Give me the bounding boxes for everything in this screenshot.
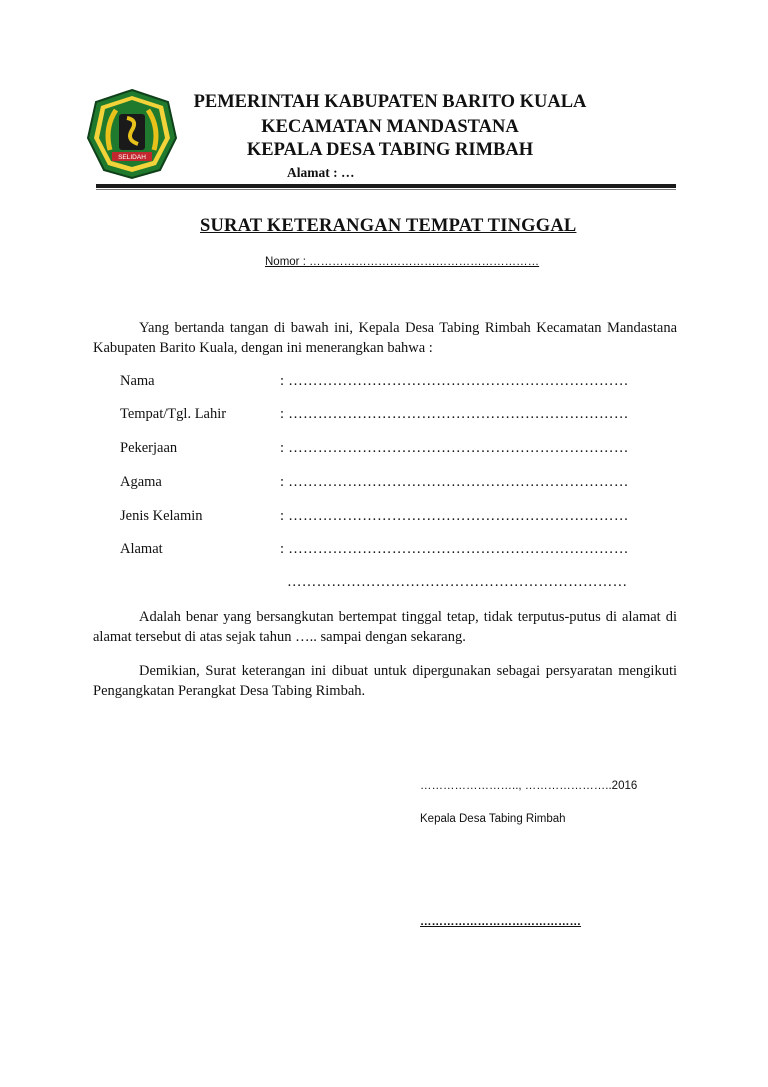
field-value-address-continued: …………………………………………………………… [287, 574, 628, 590]
field-value-religion: : …………………………………………………………… [280, 474, 629, 490]
letterhead-divider-thin [96, 189, 676, 190]
letterhead-village-head: KEPALA DESA TABING RIMBAH [246, 140, 534, 160]
letterhead-address: Alamat : … [287, 165, 355, 180]
statement-paragraph [93, 607, 677, 647]
field-value-name: : …………………………………………………………… [280, 373, 629, 389]
signature-title: Kepala Desa Tabing Rimbah [420, 813, 566, 825]
field-value-address: : …………………………………………………………… [280, 541, 629, 557]
field-label-birth: Tempat/Tgl. Lahir [120, 406, 227, 422]
field-value-occupation: : …………………………………………………………… [280, 440, 629, 456]
field-label-religion: Agama [120, 474, 162, 490]
intro-text: Yang bertanda tangan di bawah ini, Kepala Desa Tabing Rimbah Kecamatan Mandastana Kabupaten Barito Kuala, dengan ini menerangkan bahwa : [93, 320, 677, 356]
letterhead-divider [96, 184, 676, 188]
closing-text: Demikian, Surat keterangan ini dibuat untuk dipergunakan sebagai persyaratan mengikuti Pengangkatan Perangkat Desa Tabing Rimbah. [93, 663, 677, 699]
document-title: SURAT KETERANGAN TEMPAT TINGGAL [200, 216, 577, 236]
field-label-address: Alamat [120, 541, 163, 557]
intro-paragraph [93, 318, 677, 358]
letterhead-district: KECAMATAN MANDASTANA [261, 117, 519, 137]
signature-name: …………………………………… [420, 916, 581, 928]
field-label-gender: Jenis Kelamin [120, 508, 203, 524]
field-label-occupation: Pekerjaan [120, 440, 178, 456]
letterhead-government: PEMERINTAH KABUPATEN BARITO KUALA [193, 92, 587, 112]
svg-text:SELIDAH: SELIDAH [118, 154, 146, 161]
document-number: Nomor : …………………………………………………… [265, 256, 540, 268]
closing-paragraph [93, 661, 677, 701]
field-value-gender: : …………………………………………………………… [280, 508, 629, 524]
regency-emblem-logo [86, 88, 178, 180]
field-value-birth: : …………………………………………………………… [280, 406, 629, 422]
field-label-name: Nama [120, 373, 155, 389]
statement-text: Adalah benar yang bersangkutan bertempat tinggal tetap, tidak terputus-putus di alamat di alamat tersebut di atas sejak tahun ….. sampai dengan sekarang. [93, 609, 677, 645]
signature-place-date: …………………….., …………………..2016 [420, 780, 638, 792]
